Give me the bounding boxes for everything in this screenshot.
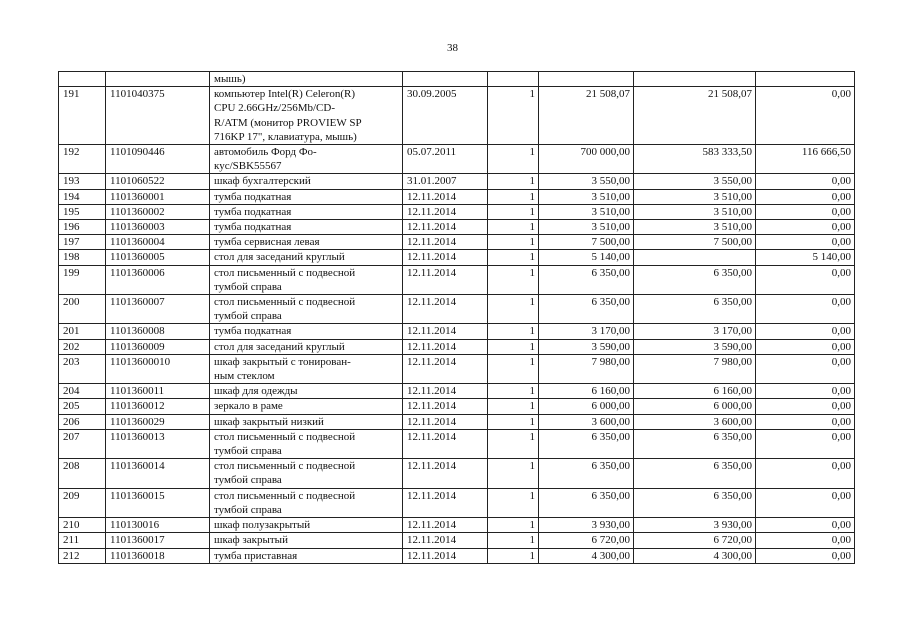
book-value-cell: 3 590,00: [539, 339, 634, 354]
row-number-cell: 197: [59, 235, 106, 250]
quantity-cell: 1: [488, 414, 539, 429]
depreciation-cell: 6 350,00: [634, 265, 756, 294]
asset-name-cell: тумба подкатная: [210, 204, 403, 219]
quantity-cell: 1: [488, 518, 539, 533]
depreciation-cell: 3 170,00: [634, 324, 756, 339]
asset-name-cell: тумба приставная: [210, 548, 403, 563]
depreciation-cell: 6 350,00: [634, 295, 756, 324]
book-value-cell: 700 000,00: [539, 145, 634, 174]
acquisition-date-cell: 12.11.2014: [403, 339, 488, 354]
inventory-number-cell: 1101360012: [106, 399, 210, 414]
inventory-number-cell: 1101360017: [106, 533, 210, 548]
asset-name-cell: стол для заседаний круглый: [210, 250, 403, 265]
residual-value-cell: 5 140,00: [756, 250, 855, 265]
residual-value-cell: 0,00: [756, 204, 855, 219]
row-number-cell: 193: [59, 174, 106, 189]
quantity-cell: 1: [488, 235, 539, 250]
asset-name-cell: стол письменный с подвесной тумбой справа: [210, 265, 403, 294]
row-number-cell: 207: [59, 429, 106, 458]
acquisition-date-cell: 12.11.2014: [403, 548, 488, 563]
inventory-number-cell: 1101360011: [106, 384, 210, 399]
table-row: [59, 265, 855, 294]
residual-value-cell: 0,00: [756, 174, 855, 189]
book-value-cell: 6 720,00: [539, 533, 634, 548]
table-row: [59, 548, 855, 563]
residual-value-cell: 0,00: [756, 339, 855, 354]
residual-value-cell: 0,00: [756, 295, 855, 324]
depreciation-cell: 3 550,00: [634, 174, 756, 189]
residual-value-cell: [756, 72, 855, 87]
depreciation-cell: 21 508,07: [634, 87, 756, 145]
acquisition-date-cell: 12.11.2014: [403, 265, 488, 294]
quantity-cell: 1: [488, 174, 539, 189]
book-value-cell: 4 300,00: [539, 548, 634, 563]
row-number-cell: 209: [59, 488, 106, 517]
table-row: [59, 72, 855, 87]
inventory-number-cell: 1101360014: [106, 459, 210, 488]
acquisition-date-cell: 12.11.2014: [403, 384, 488, 399]
row-number-cell: 211: [59, 533, 106, 548]
residual-value-cell: 0,00: [756, 429, 855, 458]
row-number-cell: 212: [59, 548, 106, 563]
table-row: [59, 87, 855, 145]
quantity-cell: 1: [488, 145, 539, 174]
book-value-cell: 6 160,00: [539, 384, 634, 399]
book-value-cell: 3 510,00: [539, 220, 634, 235]
asset-name-cell: мышь): [210, 72, 403, 87]
table-row: [59, 399, 855, 414]
asset-name-cell: стол для заседаний круглый: [210, 339, 403, 354]
inventory-number-cell: 1101360029: [106, 414, 210, 429]
acquisition-date-cell: 05.07.2011: [403, 145, 488, 174]
table-row: [59, 235, 855, 250]
row-number-cell: 205: [59, 399, 106, 414]
book-value-cell: 5 140,00: [539, 250, 634, 265]
table-row: [59, 189, 855, 204]
acquisition-date-cell: 12.11.2014: [403, 220, 488, 235]
acquisition-date-cell: 12.11.2014: [403, 518, 488, 533]
row-number-cell: 210: [59, 518, 106, 533]
table-row: [59, 518, 855, 533]
quantity-cell: 1: [488, 220, 539, 235]
book-value-cell: 3 510,00: [539, 189, 634, 204]
depreciation-cell: [634, 72, 756, 87]
asset-name-cell: стол письменный с подвесной тумбой справа: [210, 429, 403, 458]
quantity-cell: 1: [488, 429, 539, 458]
depreciation-cell: 3 510,00: [634, 189, 756, 204]
row-number-cell: 206: [59, 414, 106, 429]
row-number-cell: 192: [59, 145, 106, 174]
asset-name-cell: автомобиль Форд Фо- кус/SBK55567: [210, 145, 403, 174]
quantity-cell: 1: [488, 189, 539, 204]
depreciation-cell: 6 350,00: [634, 488, 756, 517]
acquisition-date-cell: 12.11.2014: [403, 533, 488, 548]
acquisition-date-cell: 12.11.2014: [403, 488, 488, 517]
quantity-cell: 1: [488, 204, 539, 219]
acquisition-date-cell: 12.11.2014: [403, 250, 488, 265]
residual-value-cell: 0,00: [756, 354, 855, 383]
acquisition-date-cell: [403, 72, 488, 87]
row-number-cell: 199: [59, 265, 106, 294]
row-number-cell: 196: [59, 220, 106, 235]
quantity-cell: 1: [488, 399, 539, 414]
table-row: [59, 145, 855, 174]
table-row: [59, 250, 855, 265]
row-number-cell: 202: [59, 339, 106, 354]
asset-name-cell: компьютер Intel(R) Celeron(R) CPU 2.66GHz/256Mb/CD- R/ATM (монитор PROVIEW SP 716KP 17", клавиатура, мышь): [210, 87, 403, 145]
depreciation-cell: [634, 250, 756, 265]
table-row: [59, 429, 855, 458]
inventory-number-cell: 110130016: [106, 518, 210, 533]
inventory-number-cell: 1101360005: [106, 250, 210, 265]
asset-name-cell: зеркало в раме: [210, 399, 403, 414]
inventory-number-cell: 1101040375: [106, 87, 210, 145]
depreciation-cell: 6 350,00: [634, 459, 756, 488]
asset-name-cell: шкаф закрытый: [210, 533, 403, 548]
inventory-number-cell: 1101090446: [106, 145, 210, 174]
asset-registry-table: [58, 71, 855, 564]
row-number-cell: 201: [59, 324, 106, 339]
quantity-cell: 1: [488, 339, 539, 354]
inventory-number-cell: 1101360003: [106, 220, 210, 235]
inventory-number-cell: 1101360006: [106, 265, 210, 294]
book-value-cell: [539, 72, 634, 87]
quantity-cell: 1: [488, 87, 539, 145]
row-number-cell: 204: [59, 384, 106, 399]
table-row: [59, 384, 855, 399]
quantity-cell: 1: [488, 324, 539, 339]
inventory-number-cell: 1101360015: [106, 488, 210, 517]
inventory-number-cell: [106, 72, 210, 87]
acquisition-date-cell: 12.11.2014: [403, 399, 488, 414]
acquisition-date-cell: 12.11.2014: [403, 189, 488, 204]
inventory-number-cell: 1101360008: [106, 324, 210, 339]
book-value-cell: 7 980,00: [539, 354, 634, 383]
asset-name-cell: шкаф для одежды: [210, 384, 403, 399]
inventory-number-cell: 1101360009: [106, 339, 210, 354]
residual-value-cell: 0,00: [756, 533, 855, 548]
depreciation-cell: 6 000,00: [634, 399, 756, 414]
row-number-cell: 200: [59, 295, 106, 324]
depreciation-cell: 7 980,00: [634, 354, 756, 383]
table-row: [59, 354, 855, 383]
asset-name-cell: шкаф закрытый низкий: [210, 414, 403, 429]
table-row: [59, 339, 855, 354]
quantity-cell: 1: [488, 250, 539, 265]
acquisition-date-cell: 12.11.2014: [403, 235, 488, 250]
table-row: [59, 414, 855, 429]
table-row: [59, 459, 855, 488]
depreciation-cell: 6 350,00: [634, 429, 756, 458]
table-body: [59, 72, 855, 564]
quantity-cell: 1: [488, 488, 539, 517]
acquisition-date-cell: 12.11.2014: [403, 459, 488, 488]
quantity-cell: 1: [488, 295, 539, 324]
quantity-cell: 1: [488, 265, 539, 294]
asset-name-cell: шкаф бухгалтерский: [210, 174, 403, 189]
residual-value-cell: 0,00: [756, 265, 855, 294]
acquisition-date-cell: 12.11.2014: [403, 324, 488, 339]
asset-name-cell: стол письменный с подвесной тумбой справа: [210, 295, 403, 324]
row-number-cell: 198: [59, 250, 106, 265]
book-value-cell: 7 500,00: [539, 235, 634, 250]
residual-value-cell: 0,00: [756, 235, 855, 250]
acquisition-date-cell: 12.11.2014: [403, 295, 488, 324]
inventory-number-cell: 1101360002: [106, 204, 210, 219]
residual-value-cell: 0,00: [756, 324, 855, 339]
residual-value-cell: 116 666,50: [756, 145, 855, 174]
inventory-number-cell: 1101360007: [106, 295, 210, 324]
quantity-cell: 1: [488, 548, 539, 563]
table-row: [59, 295, 855, 324]
residual-value-cell: 0,00: [756, 518, 855, 533]
book-value-cell: 3 930,00: [539, 518, 634, 533]
row-number-cell: 208: [59, 459, 106, 488]
asset-name-cell: шкаф полузакрытый: [210, 518, 403, 533]
book-value-cell: 6 000,00: [539, 399, 634, 414]
book-value-cell: 21 508,07: [539, 87, 634, 145]
depreciation-cell: 3 930,00: [634, 518, 756, 533]
depreciation-cell: 3 600,00: [634, 414, 756, 429]
inventory-number-cell: 1101360018: [106, 548, 210, 563]
depreciation-cell: 583 333,50: [634, 145, 756, 174]
depreciation-cell: 4 300,00: [634, 548, 756, 563]
row-number-cell: [59, 72, 106, 87]
page-number: 38: [447, 42, 458, 54]
inventory-number-cell: 1101060522: [106, 174, 210, 189]
depreciation-cell: 3 510,00: [634, 220, 756, 235]
quantity-cell: [488, 72, 539, 87]
depreciation-cell: 3 590,00: [634, 339, 756, 354]
asset-name-cell: стол письменный с подвесной тумбой справа: [210, 459, 403, 488]
table-row: [59, 488, 855, 517]
residual-value-cell: 0,00: [756, 459, 855, 488]
asset-name-cell: тумба подкатная: [210, 189, 403, 204]
row-number-cell: 195: [59, 204, 106, 219]
book-value-cell: 6 350,00: [539, 488, 634, 517]
residual-value-cell: 0,00: [756, 189, 855, 204]
depreciation-cell: 6 160,00: [634, 384, 756, 399]
quantity-cell: 1: [488, 384, 539, 399]
residual-value-cell: 0,00: [756, 399, 855, 414]
depreciation-cell: 7 500,00: [634, 235, 756, 250]
book-value-cell: 3 510,00: [539, 204, 634, 219]
acquisition-date-cell: 12.11.2014: [403, 354, 488, 383]
residual-value-cell: 0,00: [756, 87, 855, 145]
residual-value-cell: 0,00: [756, 548, 855, 563]
book-value-cell: 6 350,00: [539, 459, 634, 488]
asset-name-cell: тумба подкатная: [210, 220, 403, 235]
quantity-cell: 1: [488, 459, 539, 488]
inventory-number-cell: 11013600010: [106, 354, 210, 383]
table-row: [59, 204, 855, 219]
acquisition-date-cell: 30.09.2005: [403, 87, 488, 145]
inventory-number-cell: 1101360013: [106, 429, 210, 458]
acquisition-date-cell: 12.11.2014: [403, 414, 488, 429]
acquisition-date-cell: 12.11.2014: [403, 204, 488, 219]
quantity-cell: 1: [488, 354, 539, 383]
table-row: [59, 533, 855, 548]
asset-name-cell: шкаф закрытый с тонирован- ным стеклом: [210, 354, 403, 383]
table-row: [59, 174, 855, 189]
table-row: [59, 324, 855, 339]
row-number-cell: 191: [59, 87, 106, 145]
acquisition-date-cell: 12.11.2014: [403, 429, 488, 458]
book-value-cell: 6 350,00: [539, 295, 634, 324]
book-value-cell: 6 350,00: [539, 265, 634, 294]
book-value-cell: 3 170,00: [539, 324, 634, 339]
inventory-number-cell: 1101360004: [106, 235, 210, 250]
book-value-cell: 6 350,00: [539, 429, 634, 458]
row-number-cell: 203: [59, 354, 106, 383]
quantity-cell: 1: [488, 533, 539, 548]
table-row: [59, 220, 855, 235]
residual-value-cell: 0,00: [756, 384, 855, 399]
residual-value-cell: 0,00: [756, 488, 855, 517]
book-value-cell: 3 600,00: [539, 414, 634, 429]
asset-name-cell: тумба сервисная левая: [210, 235, 403, 250]
asset-name-cell: тумба подкатная: [210, 324, 403, 339]
inventory-number-cell: 1101360001: [106, 189, 210, 204]
acquisition-date-cell: 31.01.2007: [403, 174, 488, 189]
depreciation-cell: 3 510,00: [634, 204, 756, 219]
residual-value-cell: 0,00: [756, 220, 855, 235]
asset-name-cell: стол письменный с подвесной тумбой справа: [210, 488, 403, 517]
row-number-cell: 194: [59, 189, 106, 204]
book-value-cell: 3 550,00: [539, 174, 634, 189]
depreciation-cell: 6 720,00: [634, 533, 756, 548]
residual-value-cell: 0,00: [756, 414, 855, 429]
